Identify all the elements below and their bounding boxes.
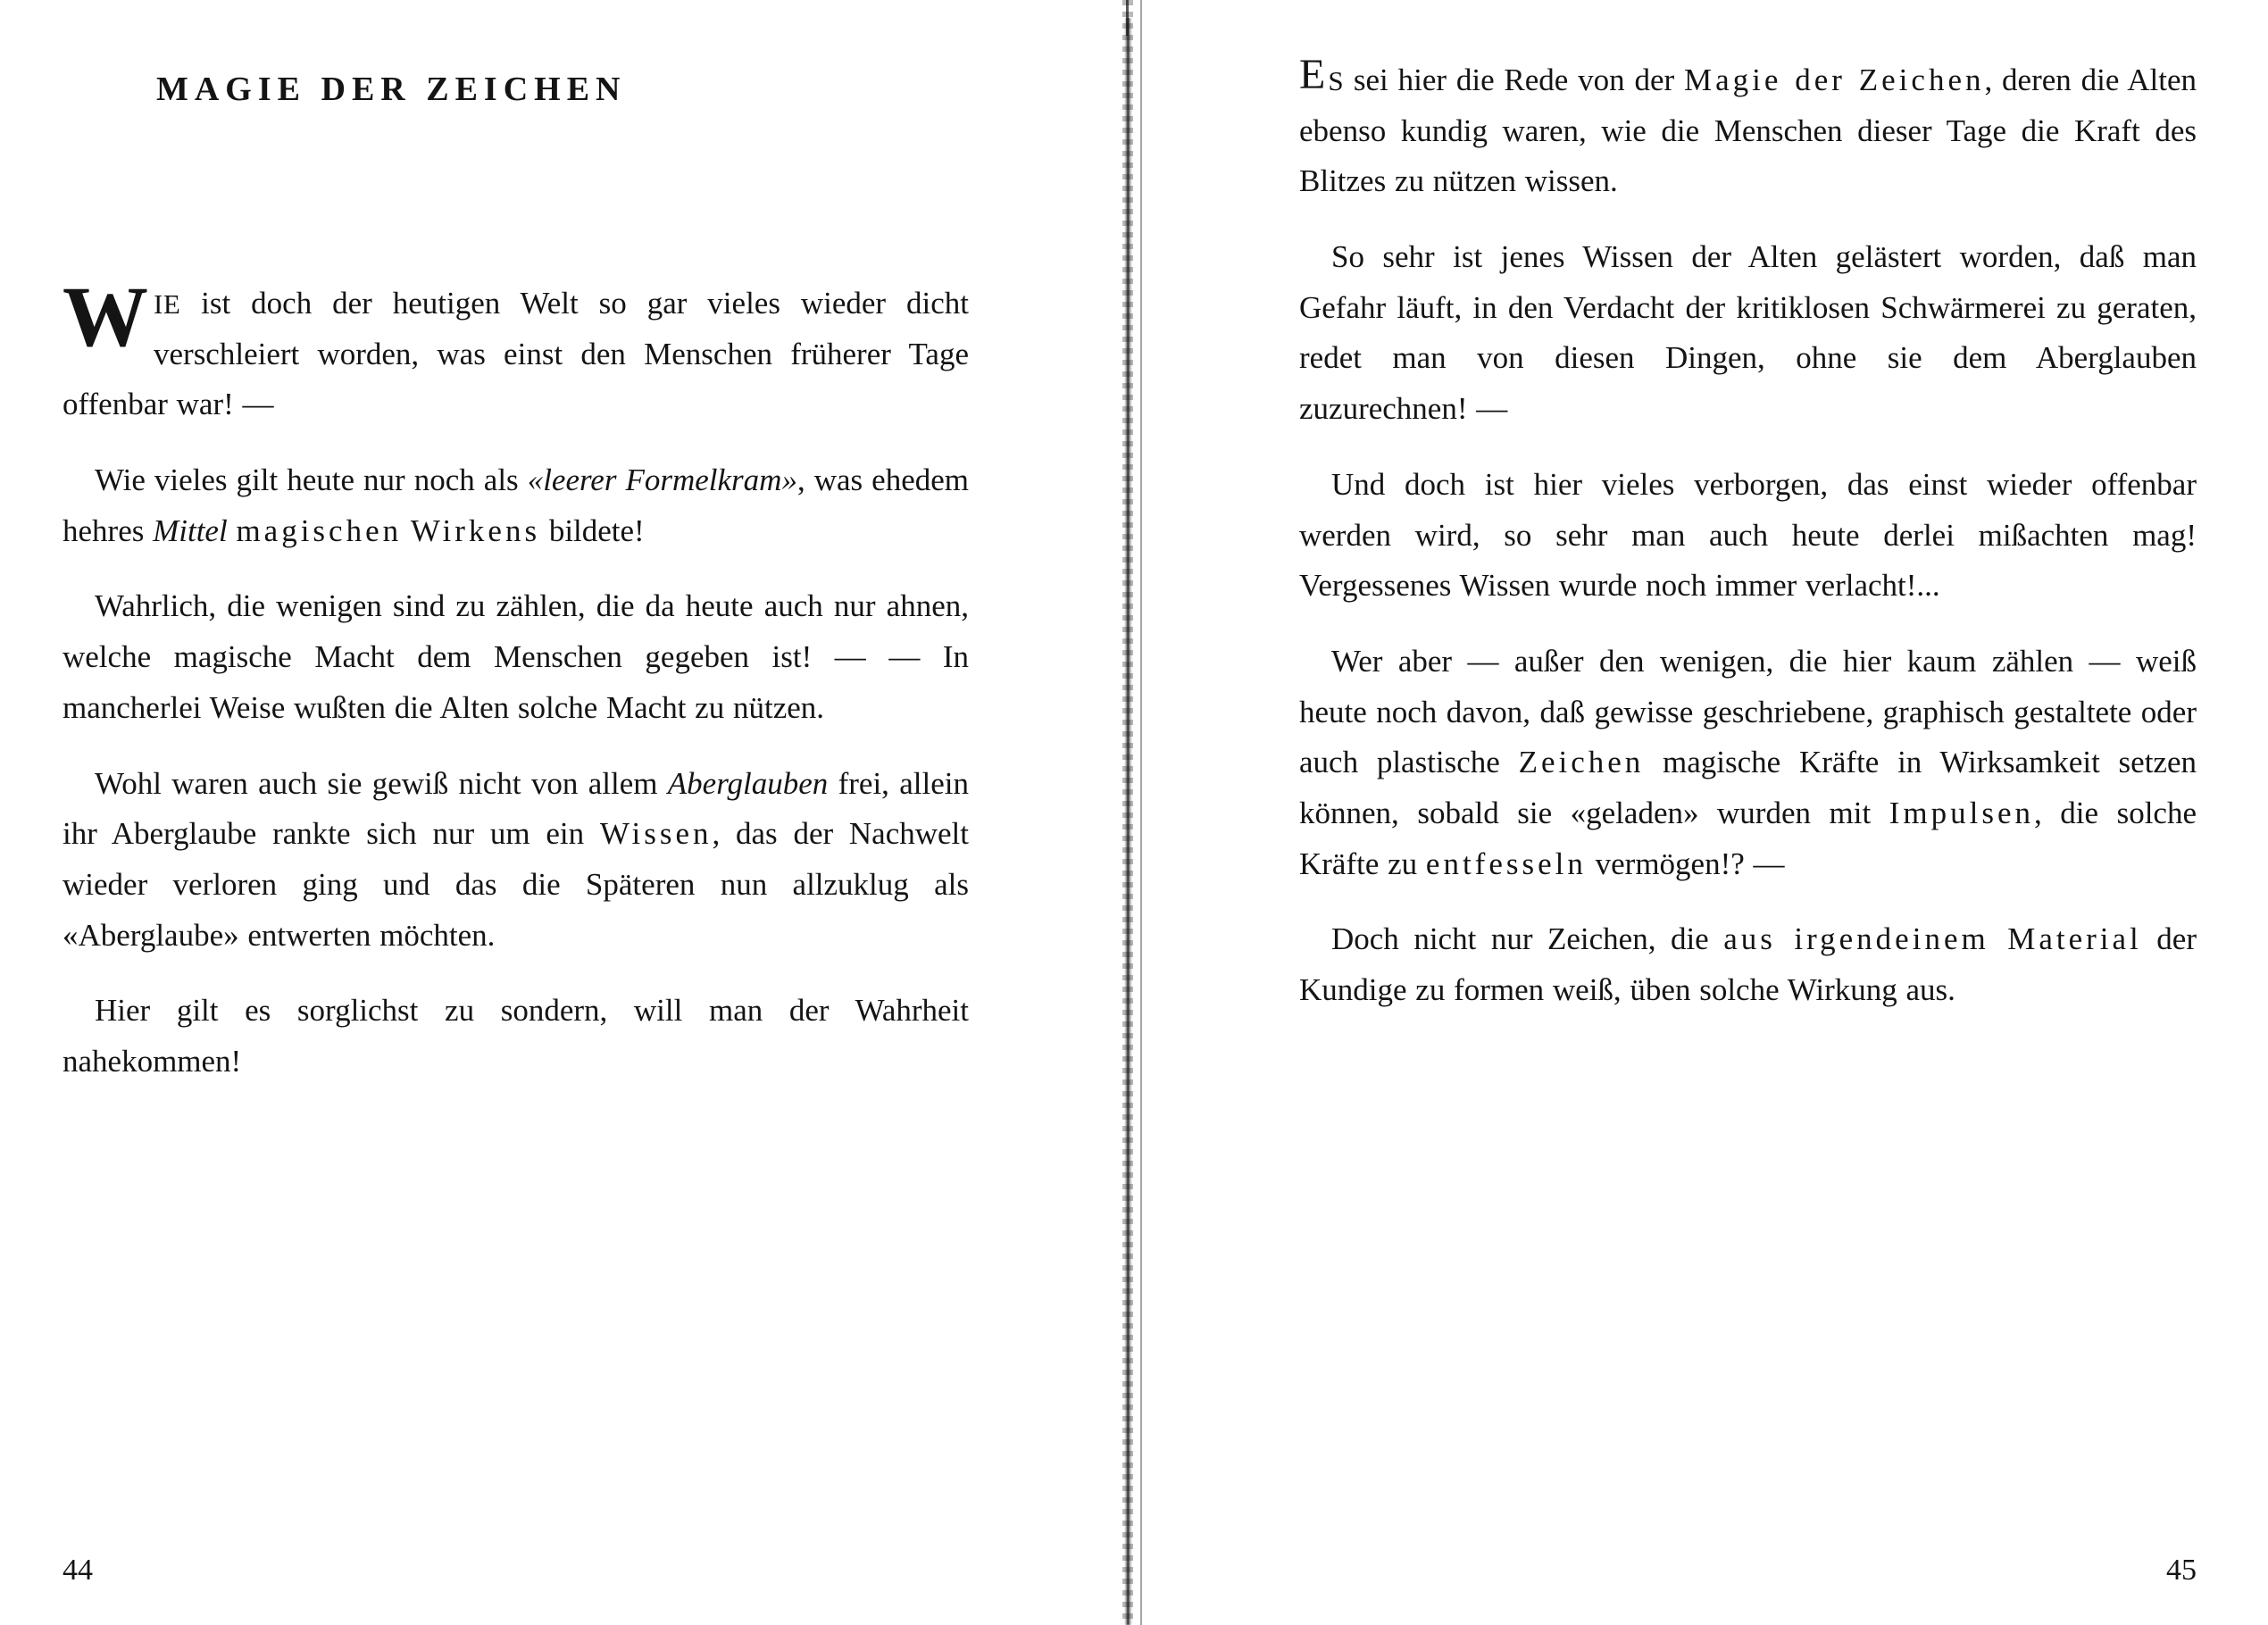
emphasis-text: Aberglauben — [667, 765, 829, 801]
book-gutter — [1085, 0, 1183, 1625]
paragraph: Und doch ist hier vieles verborgen, das einst wieder offenbar werden wird, so sehr man auch heute derlei mißachten mag! Vergessenes Wissen wurde noch immer verlacht!... — [1299, 466, 2197, 604]
initial-cap: E — [1299, 51, 1326, 98]
emphasis-text: Mittel — [153, 512, 228, 548]
initial-cap-rest: S — [1328, 65, 1345, 96]
spaced-text: Impulsen — [1889, 795, 2034, 830]
paragraph: Wie vieles gilt heute nur noch als «leerer Formelkram», was ehedem hehres Mittel magischen Wirkens bildete! — [63, 462, 969, 548]
spaced-text: Wirkens — [410, 512, 541, 548]
paragraph: Wohl waren auch sie gewiß nicht von allem Aberglauben frei, allein ihr Aberglaube rankte sich nur um ein Wissen, das der Nachwelt wieder verloren ging und das die Späteren nun allzuklug als «Aberglaube» entwerten möchten. — [63, 765, 969, 953]
paragraph-text: ist doch der heutigen Welt so gar vieles wieder dicht verschleiert worden, was einst den Menschen früherer Tage offenbar war! — — [63, 286, 969, 422]
page-left — [0, 0, 1085, 1625]
paragraph: E S sei hier die Rede von der Magie der Zeichen, deren die Alten ebenso kundig waren, wie die Menschen dieser Tage die Kraft des Blitzes zu nützen wissen. — [1299, 51, 2197, 199]
spaced-text: Magie der Zeichen — [1684, 62, 1985, 97]
paragraph: Doch nicht nur Zeichen, die aus irgendeinem Material der Kundige zu formen weiß, üben solche Wirkung aus. — [1299, 921, 2197, 1007]
paragraph: Hier gilt es sorglichst zu sondern, will man der Wahrheit nahekommen! — [63, 993, 969, 1079]
chapter-title: MAGIE DER ZEICHEN — [156, 71, 627, 108]
paragraph: Wer aber — außer den wenigen, die hier kaum zählen — weiß heute noch davon, daß gewisse geschriebene, graphisch gestaltete oder auch plastische Zeichen magische Kräfte in Wirksamkeit setzen können, sobald sie «geladen» wurden mit Impulsen, die solche Kräfte zu entfesseln vermögen!? — — [1299, 643, 2197, 881]
spaced-text: aus irgendeinem Material — [1723, 921, 2142, 957]
paragraph: Wahrlich, die wenigen sind zu zählen, die da heute auch nur ahnen, welche magische Macht dem Menschen gegeben ist! — — In mancherlei Weise wußten die Alten solche Macht zu nützen. — [63, 588, 969, 725]
gutter-edge — [1140, 0, 1142, 1625]
spaced-text: magischen — [236, 512, 403, 548]
left-page-body — [63, 269, 969, 1088]
page-right — [1183, 0, 2268, 1625]
spaced-text: Wissen — [599, 816, 713, 852]
page-number-right: 45 — [2166, 1554, 2197, 1587]
paragraph: So sehr ist jenes Wissen der Alten gelästert worden, daß man Gefahr läuft, in den Verdacht der kritiklosen Schwärmerei zu geraten, redet man von diesen Dingen, ohne sie dem Aberglauben zuzurechnen! — — [1299, 239, 2197, 427]
drop-cap-rest: IE — [154, 288, 181, 320]
emphasis-text: «leerer Formelkram» — [527, 462, 797, 498]
spaced-text: Zeichen — [1518, 745, 1645, 780]
right-page-body — [1299, 51, 2197, 1016]
spaced-text: entfesseln — [1425, 846, 1587, 881]
page-number-left: 44 — [63, 1554, 93, 1587]
paragraph — [63, 269, 969, 430]
gutter-shadow — [1124, 18, 1132, 1625]
drop-cap: W — [63, 269, 148, 364]
